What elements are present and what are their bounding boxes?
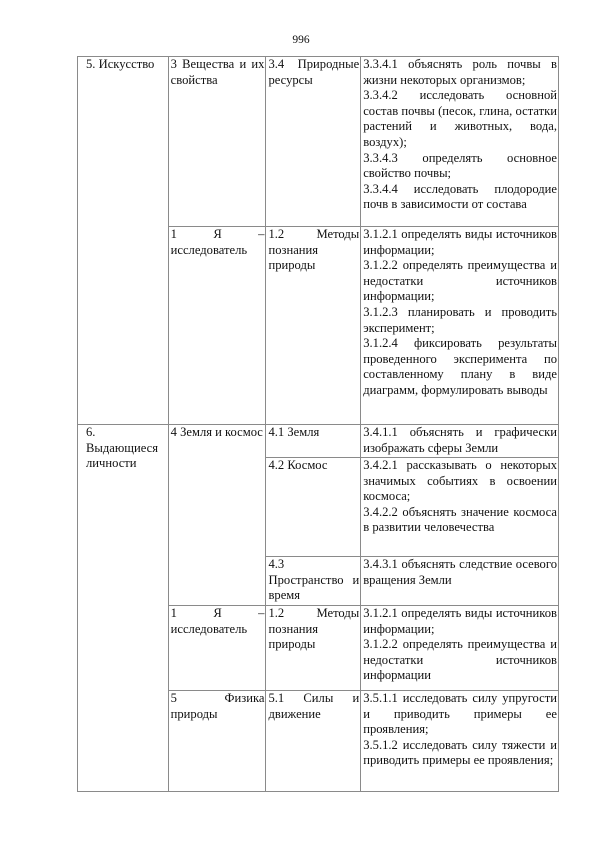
subtheme-label: 5.1 Силы и движение [268, 691, 360, 721]
objectives-cell [361, 227, 559, 425]
objectives-cell [361, 691, 559, 792]
subtheme-cell [266, 57, 361, 227]
theme-label: 5 Физика природы [170, 691, 265, 721]
objective: 3.1.2.1 определять виды источников информации; [363, 227, 557, 257]
subtheme-label: 4.3 Пространство и время [268, 557, 360, 603]
subtheme-cell [266, 606, 361, 691]
objectives-cell [361, 557, 559, 606]
objectives-cell [361, 606, 559, 691]
table-row [78, 425, 559, 458]
objective: 3.1.2.4 фиксировать результаты проведенного эксперимента по составленному плану в виде диаграмм, формулировать выводы [363, 336, 557, 397]
section-label: 6. Выдающиеся личности [86, 425, 158, 471]
objective: 3.4.3.1 объяснять следствие осевого вращения Земли [363, 557, 557, 587]
subtheme-label: 4.1 Земля [268, 425, 320, 439]
theme-cell [168, 425, 266, 606]
objective: 3.4.1.1 объяснять и графически изображать сферы Земли [363, 425, 557, 455]
subtheme-label: 1.2 Методы познания природы [268, 606, 360, 652]
subtheme-label: 3.4 Природные ресурсы [268, 57, 360, 87]
objectives-cell [361, 57, 559, 227]
objective: 3.1.2.2 определять преимущества и недостатки источников информации; [363, 258, 557, 304]
curriculum-table [77, 56, 559, 792]
theme-label: 1 Я – исследователь [170, 227, 265, 257]
table-row [78, 57, 559, 227]
objective: 3.4.2.1 рассказывать о некоторых значимых событиях в освоении космоса; [363, 458, 557, 504]
subtheme-cell [266, 458, 361, 557]
objective: 3.3.4.3 определять основное свойство почвы; [363, 150, 557, 181]
section-cell [78, 57, 169, 425]
page-number: 996 [292, 34, 310, 46]
theme-cell [168, 227, 266, 425]
theme-label: 1 Я – исследователь [170, 606, 265, 636]
theme-label: 4 Земля и космос [170, 425, 263, 439]
objective: 3.3.4.2 исследовать основной состав почвы (песок, глина, остатки растений и животных, вода, воздух); [363, 88, 557, 149]
objective: 3.5.1.2 исследовать силу тяжести и приводить примеры ее проявления; [363, 737, 557, 768]
objective: 3.3.4.1 объяснять роль почвы в жизни некоторых организмов; [363, 57, 557, 87]
subtheme-cell [266, 425, 361, 458]
objective: 3.5.1.1 исследовать силу упругости и приводить примеры ее проявления; [363, 691, 557, 737]
objective: 3.1.2.3 планировать и проводить эксперимент; [363, 304, 557, 335]
objective: 3.1.2.1 определять виды источников информации; [363, 606, 557, 636]
theme-label: 3 Вещества и их свойства [170, 57, 265, 87]
theme-cell [168, 691, 266, 792]
subtheme-cell [266, 557, 361, 606]
subtheme-cell [266, 691, 361, 792]
section-cell [78, 425, 169, 792]
objective: 3.4.2.2 объяснять значение космоса в развитии человечества [363, 504, 557, 535]
theme-cell [168, 57, 266, 227]
objective: 3.3.4.4 исследовать плодородие почв в зависимости от состава [363, 181, 557, 212]
subtheme-label: 1.2 Методы познания природы [268, 227, 360, 273]
subtheme-cell [266, 227, 361, 425]
subtheme-label: 4.2 Космос [268, 458, 328, 472]
objectives-cell [361, 458, 559, 557]
objective: 3.1.2.2 определять преимущества и недостатки источников информации [363, 637, 557, 683]
section-label: 5. Искусство [86, 57, 155, 71]
theme-cell [168, 606, 266, 691]
objectives-cell [361, 425, 559, 458]
